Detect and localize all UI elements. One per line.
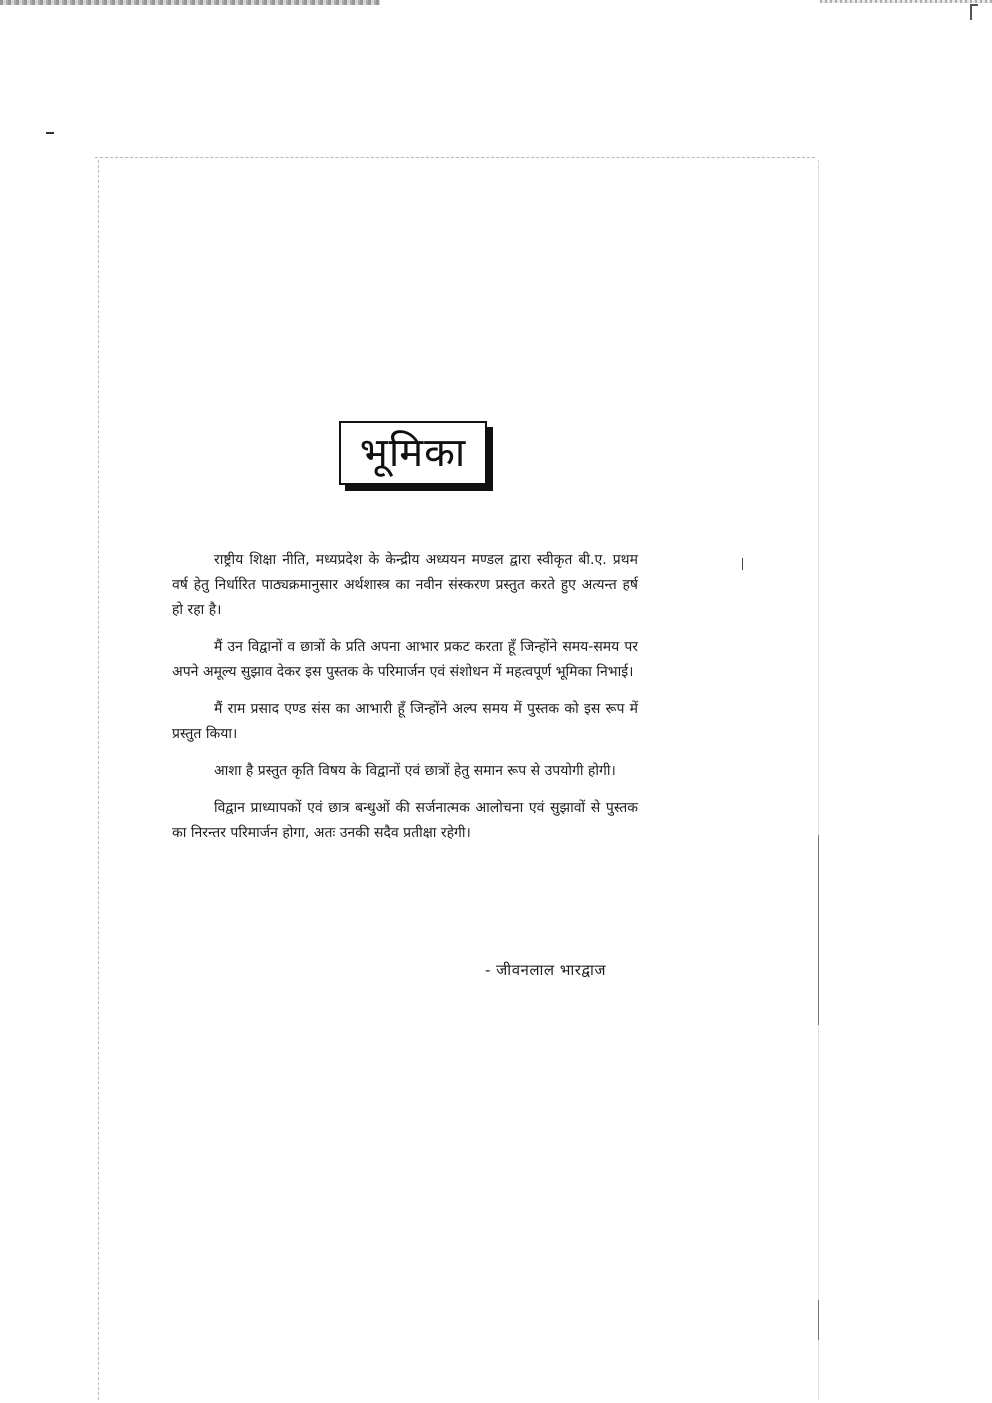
- paragraph: मैं उन विद्वानों व छात्रों के प्रति अपना आभार प्रकट करता हूँ जिन्होंने समय-समय पर अपने अमूल्य सुझाव देकर इस पुस्तक के परिमार्जन एवं संशोधन में महत्वपूर्ण भूमिका निभाई।: [172, 639, 638, 680]
- paragraph: मैं राम प्रसाद एण्ड संस का आभारी हूँ जिन्होंने अल्प समय में पुस्तक को इस रूप में प्रस्तुत किया।: [172, 701, 638, 742]
- scan-edge-artifact: [0, 0, 380, 5]
- paragraph: राष्ट्रीय शिक्षा नीति, मध्यप्रदेश के केन्द्रीय अध्ययन मण्डल द्वारा स्वीकृत बी.ए. प्रथम वर्ष हेतु निर्धारित पाठ्यक्रमानुसार अर्थशास्त्र का नवीन संस्करण प्रस्तुत करते हुए अत्यन्त हर्ष हो रहा है।: [172, 552, 638, 618]
- page-frame-right-mark: [818, 835, 819, 1025]
- scan-speck: [46, 132, 54, 134]
- page-frame-left-line: [98, 160, 99, 1400]
- scan-tick: [742, 558, 743, 570]
- scan-edge-artifact-right: [820, 0, 992, 3]
- paragraph: विद्वान प्राध्यापकों एवं छात्र बन्धुओं की सर्जनात्मक आलोचना एवं सुझावों से पुस्तक का निरन्तर परिमार्जन होगा, अतः उनकी सदैव प्रतीक्षा रहेगी।: [172, 800, 638, 841]
- page-frame-right-mark-lower: [818, 1300, 819, 1340]
- preface-body: [172, 548, 638, 858]
- paragraph: आशा है प्रस्तुत कृति विषय के विद्वानों एवं छात्रों हेतु समान रूप से उपयोगी होगी।: [214, 763, 616, 779]
- author-signature: - जीवनलाल भारद्वाज: [485, 961, 607, 979]
- crop-corner-mark: [970, 4, 978, 20]
- page-title: भूमिका: [359, 430, 467, 476]
- page-frame-right-line: [818, 160, 819, 1400]
- page-frame-top-line: [95, 157, 815, 158]
- heading-box: [339, 421, 487, 485]
